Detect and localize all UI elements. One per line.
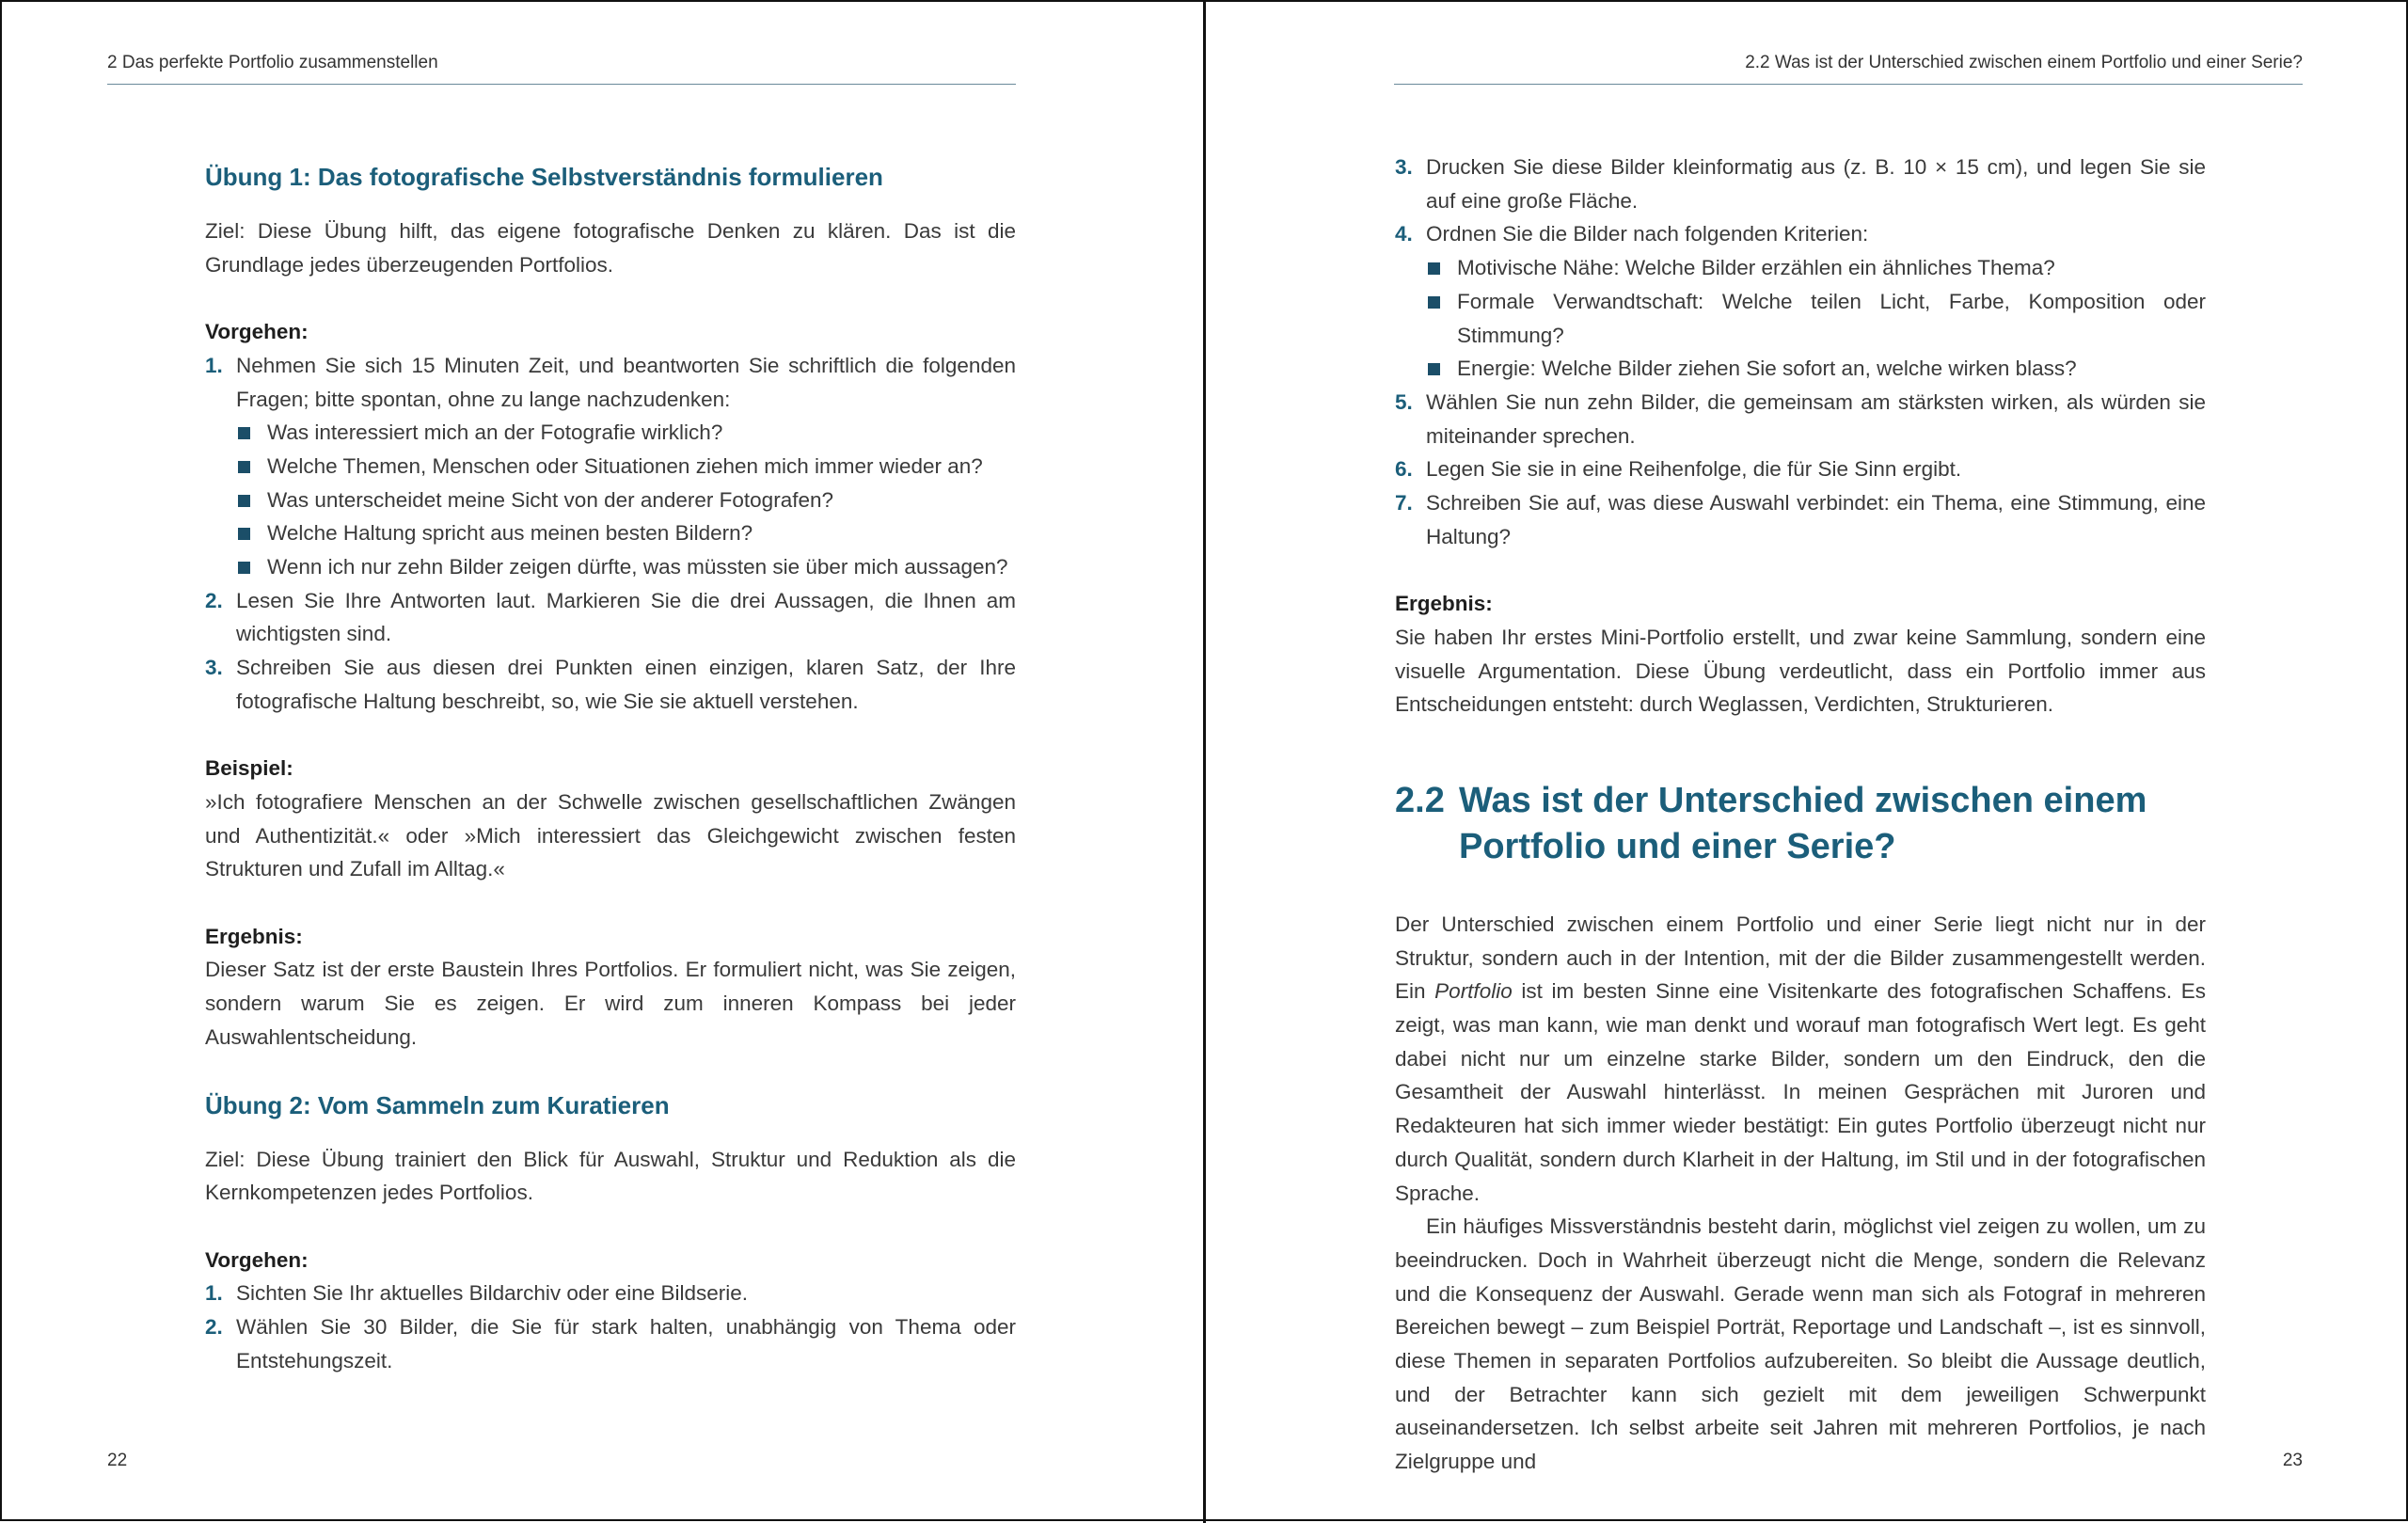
exercise-1-result-label: Ergebnis: (205, 924, 303, 948)
list-item (1395, 151, 2206, 217)
bullet-square-icon (238, 562, 250, 574)
paragraph-text: Der Unterschied zwischen einem Portfolio und einer Serie liegt nicht nur in der Struktur, sondern auch in der Intention, mit der die Bilder zusammengestellt werden. Ein (1395, 912, 2206, 1004)
exercise-1-steps (205, 349, 1016, 719)
body-paragraph (1395, 908, 2206, 1210)
exercise-2-steps-continued (1395, 151, 2206, 553)
criteria-list (1426, 251, 2206, 386)
left-text-column (205, 151, 1016, 1377)
running-head-right: 2.2 Was ist der Unterschied zwischen einem Portfolio und einer Serie? (1394, 53, 2303, 85)
list-item (1426, 285, 2206, 352)
list-item (205, 1310, 1016, 1377)
section-heading (1395, 778, 2206, 870)
exercise-1-title: Übung 1: Das fotografische Selbstverständnis formulieren (205, 163, 883, 191)
list-item (205, 1277, 1016, 1310)
criterion-text: Formale Verwandtschaft: Welche teilen Licht, Farbe, Komposition oder Stimmung? (1457, 289, 2206, 347)
page-number-left: 22 (107, 1451, 128, 1470)
exercise-1-goal: Ziel: Diese Übung hilft, das eigene fotografische Denken zu klären. Das ist die Grundlage jedes überzeugenden Portfolios. (205, 219, 1016, 277)
criterion-text: Motivische Nähe: Welche Bilder erzählen ein ähnliches Thema? (1457, 256, 2055, 280)
criterion-text: Energie: Welche Bilder ziehen Sie sofort an, welche wirken blass? (1457, 357, 2077, 381)
exercise-2-result-text: Sie haben Ihr erstes Mini-Portfolio erstellt, und zwar keine Sammlung, sondern eine visuelle Argumentation. Diese Übung verdeutlicht, dass ein Portfolio immer aus Entscheidungen entsteht: durch Weglassen, Verdichten, Strukturieren. (1395, 625, 2206, 717)
step-number: 7. (1395, 491, 1413, 516)
list-item (236, 484, 1016, 517)
step-text: Ordnen Sie die Bilder nach folgenden Kriterien: (1426, 222, 1869, 246)
question-text: Wenn ich nur zehn Bilder zeigen dürfte, was müssten sie über mich aussagen? (267, 555, 1008, 579)
step-number: 5. (1395, 389, 1413, 414)
list-item (236, 450, 1016, 484)
right-page (1206, 2, 2408, 1523)
bullet-square-icon (238, 528, 250, 540)
list-item (1395, 486, 2206, 553)
section-number: 2.2 (1395, 780, 1445, 820)
step-text: Nehmen Sie sich 15 Minuten Zeit, und beantworten Sie schriftlich die folgenden Fragen; bitte spontan, ohne zu lange nachzudenken: (236, 353, 1016, 411)
running-head-left: 2 Das perfekte Portfolio zusammenstellen (107, 53, 1016, 85)
question-list (236, 416, 1016, 584)
step-number: 3. (1395, 155, 1413, 179)
step-number: 2. (205, 588, 223, 612)
question-text: Welche Themen, Menschen oder Situationen ziehen mich immer wieder an? (267, 453, 983, 478)
list-item (1426, 251, 2206, 285)
list-item (1395, 452, 2206, 486)
question-text: Welche Haltung spricht aus meinen besten Bildern? (267, 521, 753, 546)
list-item (205, 651, 1016, 718)
page-number-right: 23 (2282, 1451, 2303, 1470)
step-number: 6. (1395, 457, 1413, 482)
left-page (2, 2, 1203, 1523)
step-text: Lesen Sie Ihre Antworten laut. Markieren Sie die drei Aussagen, die Ihnen am wichtigsten sind. (236, 588, 1016, 646)
bullet-square-icon (1428, 296, 1440, 309)
exercise-2-goal: Ziel: Diese Übung trainiert den Blick für Auswahl, Struktur und Reduktion als die Kernkompetenzen jedes Portfolios. (205, 1147, 1016, 1205)
exercise-1-example-label: Beispiel: (205, 756, 293, 781)
exercise-1-procedure-label: Vorgehen: (205, 320, 309, 344)
bullet-square-icon (1428, 262, 1440, 275)
step-text: Wählen Sie nun zehn Bilder, die gemeinsam am stärksten wirken, als würden sie miteinander sprechen. (1426, 389, 2206, 448)
step-text: Wählen Sie 30 Bilder, die Sie für stark halten, unabhängig von Thema oder Entstehungszeit. (236, 1315, 1016, 1372)
step-text: Schreiben Sie auf, was diese Auswahl verbindet: ein Thema, eine Stimmung, eine Haltung? (1426, 491, 2206, 548)
exercise-1-example-text: »Ich fotografiere Menschen an der Schwelle zwischen gesellschaftlichen Zwängen und Authentizität.« oder »Mich interessiert das Gleichgewicht zwischen festen Strukturen und Zufall im Alltag.« (205, 789, 1016, 881)
step-text: Legen Sie sie in eine Reihenfolge, die für Sie Sinn ergibt. (1426, 457, 1962, 482)
list-item (236, 416, 1016, 450)
body-paragraph: Ein häufiges Missverständnis besteht darin, möglichst viel zeigen zu wollen, um zu beeindrucken. Doch in Wahrheit überzeugt nicht die Menge, sondern die Relevanz und die Konsequenz der Auswahl. Gerade wenn man sich als Fotograf in mehreren Bereichen bewegt – zum Beispiel Porträt, Reportage und Landschaft –, ist es sinnvoll, diese Themen in separaten Portfolios aufzubereiten. So bleibt die Aussage deutlich, und der Betrachter kann sich gezielt mit dem jeweiligen Schwerpunkt auseinandersetzen. Ich selbst arbeite seit Jahren mit mehreren Portfolios, je nach Zielgruppe und (1395, 1214, 2206, 1474)
list-item (205, 349, 1016, 584)
step-number: 2. (205, 1315, 223, 1340)
emphasized-term: Portfolio (1434, 979, 1513, 1004)
list-item (236, 550, 1016, 584)
list-item (205, 584, 1016, 651)
list-item (1395, 217, 2206, 386)
step-number: 4. (1395, 222, 1413, 246)
right-text-column (1395, 151, 2206, 1479)
step-number: 1. (205, 353, 223, 377)
bullet-square-icon (238, 427, 250, 439)
step-text: Sichten Sie Ihr aktuelles Bildarchiv oder eine Bildserie. (236, 1281, 749, 1306)
list-item (1395, 386, 2206, 452)
exercise-2-procedure-label: Vorgehen: (205, 1247, 309, 1272)
bullet-square-icon (238, 495, 250, 507)
paragraph-text: ist im besten Sinne eine Visitenkarte des fotografischen Schaffens. Es zeigt, was man kann, wie man denkt und worauf man fotografisch Wert legt. Es geht dabei nicht nur um einzelne starke Bilder, sondern um den Eindruck, den die Gesamtheit der Auswahl hinterlässt. In meinen Gesprächen mit Juroren und Redakteuren hat sich immer wieder bestätigt: Ein gutes Portfolio überzeugt nicht nur durch Qualität, sondern durch Klarheit in der Haltung, im Stil und in der fotografischen Sprache. (1395, 979, 2206, 1205)
exercise-2-title: Übung 2: Vom Sammeln zum Kuratieren (205, 1090, 670, 1119)
step-text: Drucken Sie diese Bilder kleinformatig aus (z. B. 10 × 15 cm), und legen Sie sie auf eine große Fläche. (1426, 155, 2206, 213)
exercise-1-result-text: Dieser Satz ist der erste Baustein Ihres Portfolios. Er formuliert nicht, was Sie zeigen, sondern warum Sie es zeigen. Er wird zum inneren Kompass bei jeder Auswahlentscheidung. (205, 958, 1016, 1049)
question-text: Was unterscheidet meine Sicht von der anderer Fotografen? (267, 487, 833, 512)
bullet-square-icon (238, 461, 250, 473)
list-item (236, 516, 1016, 550)
step-number: 3. (205, 656, 223, 680)
bullet-square-icon (1428, 363, 1440, 375)
step-number: 1. (205, 1281, 223, 1306)
exercise-2-result-label: Ergebnis: (1395, 592, 1493, 616)
step-text: Schreiben Sie aus diesen drei Punkten einen einzigen, klaren Satz, der Ihre fotografische Haltung beschreibt, so, wie Sie sie aktuell verstehen. (236, 656, 1016, 713)
exercise-2-steps (205, 1277, 1016, 1377)
list-item (1426, 352, 2206, 386)
section-title-text: Was ist der Unterschied zwischen einem Portfolio und einer Serie? (1459, 780, 2147, 866)
question-text: Was interessiert mich an der Fotografie wirklich? (267, 420, 723, 445)
